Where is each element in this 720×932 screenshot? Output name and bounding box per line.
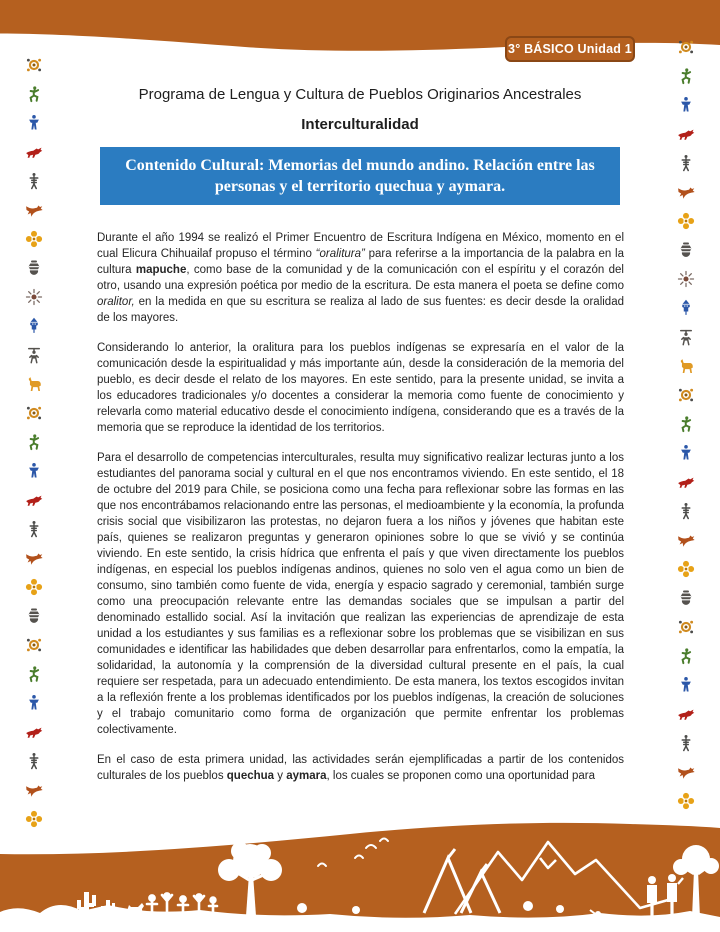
paragraph [97,340,624,436]
ancestor-figure-icon [677,734,695,752]
anthropomorph-blue-icon [25,462,43,480]
text-run: Para el desarrollo de competencias interculturales, resulta muy significativo realizar lecturas junto a los estudiantes del panorama social y cultural en el que nos encontramos viviendo. En este sentido, el 18 de octubre del 2019 para Chile, se posiciona como una fecha para reflexionar sobre las formas en las que nos encontrábamos relacionando entre las personas, el medioambiente y la economía, la profunda crisis social que visibilizaron las protestas, no dejaron fuera a los niños y jóvenes que habitan este país, quienes se realizaron preguntas y generaron opiniones sobre lo que se vivió y se continúa viviendo. En este sentido, la crisis hídrica que enfrenta el país y que viven directamente los pueblos indígenas, en especial los pueblos indígenas andinos, quienes no solo ven el agua como un bien de consumo, sino también como fuente de vida, energía y espacio sagrado y ceremonial, también surge como una preocupación relevante entre las demandas sociales que se impulsan a partir del denominado estallido social. Así la invitación que realizan las experiencias de aprendizaje de esta unidad a los estudiantes y sus familias es a reflexionar sobre los problemas que se visibilizan en sus comunidades e identificar las habilidades que deben desarrollar para enfrentarlos, como la empatía, la solidaridad, la autonomía y la comprensión de la diversidad cultural presente en el país, la cual requiere ser respetada, para un adecuado entendimiento. De esta manera, los textos escogidos invitan a la reflexión frente a los problemas identificados por los pueblos indígenas, la creación de soluciones y el trabajo comunitario como forma de organización que permite enfrentar los problemas colectivamente. [97,452,624,736]
headdress-figure-icon [25,317,43,335]
flower-icon [25,810,43,828]
flower-icon [677,560,695,578]
text-run: para referirse a la importancia de la palabra en la cultura [97,248,625,276]
fox-icon [25,491,43,509]
text-run: Considerando lo anterior, la oralitura para los pueblos indígenas se expresaría en el valor de la comunicación desde la espiritualidad y más importante aún, desde la consideración de la memoria del pueblo, es decir desde el relato de los mayores. En este sentido, para la presente unidad, se invita a los educadores tradicionales y/o docentes a considerar la memoria como fuente de conocimiento y relevarla como material educativo desde el conocimiento indígena, considerando que es a través de la memoria que se reproduce la identidad de los territorios. [97,342,624,434]
shrub-silhouette [352,906,360,914]
fox-icon [677,473,695,491]
text-run: Durante el año 1994 se realizó el Primer Encuentro de Escritura Indígena en México, momento en el cual Elicura Chihuailaf propuso el término [97,232,624,260]
ancestor-figure-icon [25,752,43,770]
cultural-content-banner: Contenido Cultural: Memorias del mundo andino. Relación entre las personas y el territorio quechua y aymara. [100,147,620,205]
text-run: , los cuales se proponen como una oportunidad para [326,770,596,782]
anthropomorph-green-icon [25,433,43,451]
ceramic-pot-icon [25,607,43,625]
anthropomorph-blue-icon [25,694,43,712]
condor-icon [677,183,695,201]
camelid-icon [25,375,43,393]
text-run: oralitor, [97,296,135,308]
fox-icon [25,143,43,161]
ceramic-pot-icon [677,241,695,259]
program-title: Programa de Lengua y Cultura de Pueblos Originarios Ancestrales [138,86,582,103]
fox-icon [677,705,695,723]
sun-petroglyph-icon [25,404,43,422]
headdress-figure-icon [677,299,695,317]
condor-icon [677,763,695,781]
sun-petroglyph-icon [25,636,43,654]
ceramic-pot-icon [25,259,43,277]
anthropomorph-green-icon [677,647,695,665]
anthropomorph-blue-icon [677,444,695,462]
condor-icon [25,201,43,219]
unit-badge [505,36,635,62]
anthropomorph-green-icon [677,415,695,433]
ancestor-figure-icon [677,154,695,172]
page-subtitle: Interculturalidad [301,116,419,133]
sun-petroglyph-icon [677,386,695,404]
flower-icon [25,230,43,248]
anthropomorph-blue-icon [25,114,43,132]
shrub-silhouette [297,903,307,913]
ancestor-figure-icon [25,172,43,190]
left-icon-border [23,56,45,828]
paragraph [97,230,624,326]
anthropomorph-green-icon [25,665,43,683]
sun-petroglyph-icon [25,56,43,74]
anthropomorph-blue-icon [677,676,695,694]
anthropomorph-green-icon [677,67,695,85]
paragraph [97,450,624,738]
text-run: mapuche [135,264,187,276]
flower-icon [677,792,695,810]
hat-figure-icon [677,328,695,346]
text-run: quechua [226,770,275,782]
anthropomorph-green-icon [25,85,43,103]
fox-icon [25,723,43,741]
unit-badge-label: 3° BÁSICO Unidad 1 [508,42,632,56]
paragraph [97,752,624,784]
fox-icon [677,125,695,143]
body-text [97,230,624,798]
text-run: “oralitura” [315,248,365,260]
sun-petroglyph-icon [677,38,695,56]
camelid-icon [677,357,695,375]
text-run: , como base de la comunidad y de la comunicación con el espíritu y el corazón del otro, usando una expresión poética por medio de la escritura. De esta manera el poeta se define como [97,264,624,292]
right-icon-border [675,38,697,810]
text-run: en la medida en que su escritura se realiza al lado de sus fuentes: es decir desde la oralidad de los mayores. [97,296,624,324]
text-run: En el caso de esta primera unidad, las actividades serán ejemplificadas a partir de los contenidos culturales de los pueblos [97,754,624,782]
flower-icon [25,578,43,596]
shrub-silhouette [523,901,533,911]
sun-petroglyph-icon [677,618,695,636]
anthropomorph-blue-icon [677,96,695,114]
shrub-silhouette [556,905,564,913]
flower-icon [677,212,695,230]
footer-landscape-illustration [0,814,720,932]
ancestor-figure-icon [677,502,695,520]
ray-sun-icon [25,288,43,306]
ceramic-pot-icon [677,589,695,607]
text-run: y [274,770,287,782]
condor-icon [677,531,695,549]
text-run: aymara [286,770,327,782]
ray-sun-icon [677,270,695,288]
condor-icon [25,549,43,567]
hat-figure-icon [25,346,43,364]
ancestor-figure-icon [25,520,43,538]
condor-icon [25,781,43,799]
